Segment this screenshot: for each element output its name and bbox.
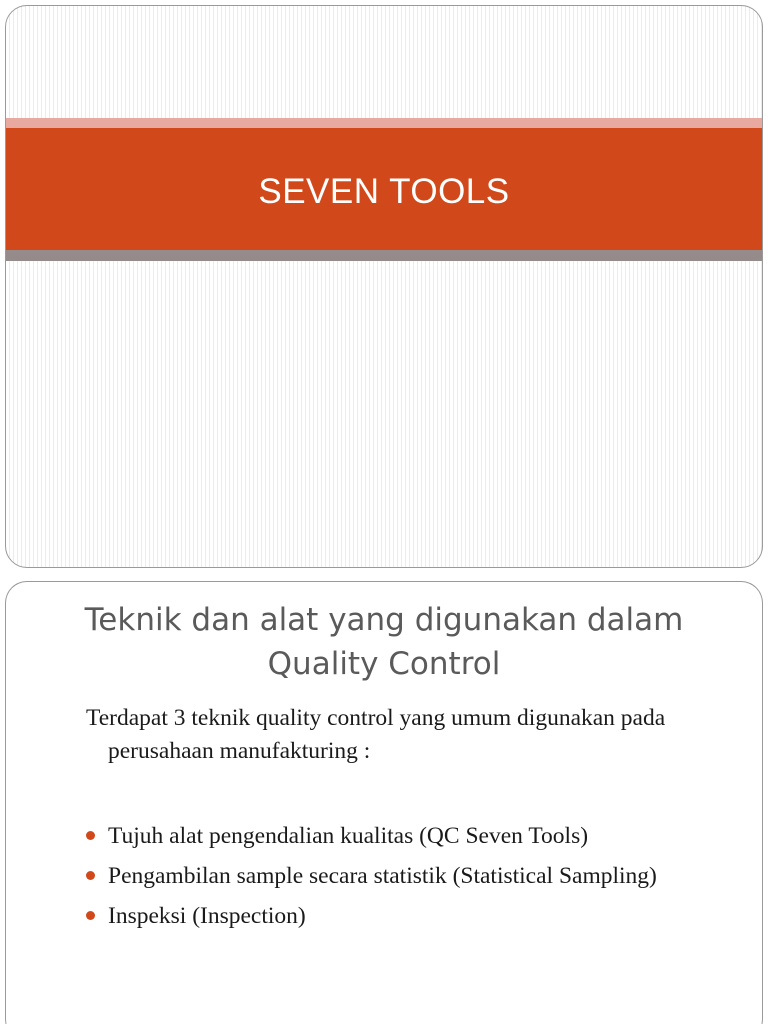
bullet-dot-icon bbox=[86, 871, 95, 880]
slide-heading-line2: Quality Control bbox=[267, 646, 501, 682]
intro-paragraph: Terdapat 3 teknik quality control yang umum digunakan pada perusahaan manufakturing : bbox=[86, 705, 666, 764]
title-band-bottom-stripe bbox=[6, 250, 762, 261]
title-band-top-stripe bbox=[6, 118, 762, 128]
list-item bbox=[86, 816, 726, 856]
slide-title: SEVEN TOOLS bbox=[258, 172, 510, 211]
slide-heading bbox=[6, 598, 762, 686]
list-item-text: Tujuh alat pengendalian kualitas (QC Seven Tools) bbox=[108, 823, 589, 849]
list-item bbox=[86, 856, 726, 896]
list-item bbox=[86, 896, 726, 936]
bullet-list bbox=[86, 816, 726, 936]
title-band bbox=[6, 128, 762, 250]
slide-seven-tools bbox=[5, 5, 763, 568]
bullet-dot-icon bbox=[86, 831, 95, 840]
bullet-dot-icon bbox=[86, 911, 95, 920]
list-item-text: Inspeksi (Inspection) bbox=[108, 903, 306, 929]
slide-quality-control bbox=[5, 581, 763, 1024]
slide-body bbox=[86, 702, 726, 936]
list-item-text: Pengambilan sample secara statistik (Statistical Sampling) bbox=[108, 863, 657, 889]
slide-heading-line1: Teknik dan alat yang digunakan dalam bbox=[84, 602, 684, 638]
